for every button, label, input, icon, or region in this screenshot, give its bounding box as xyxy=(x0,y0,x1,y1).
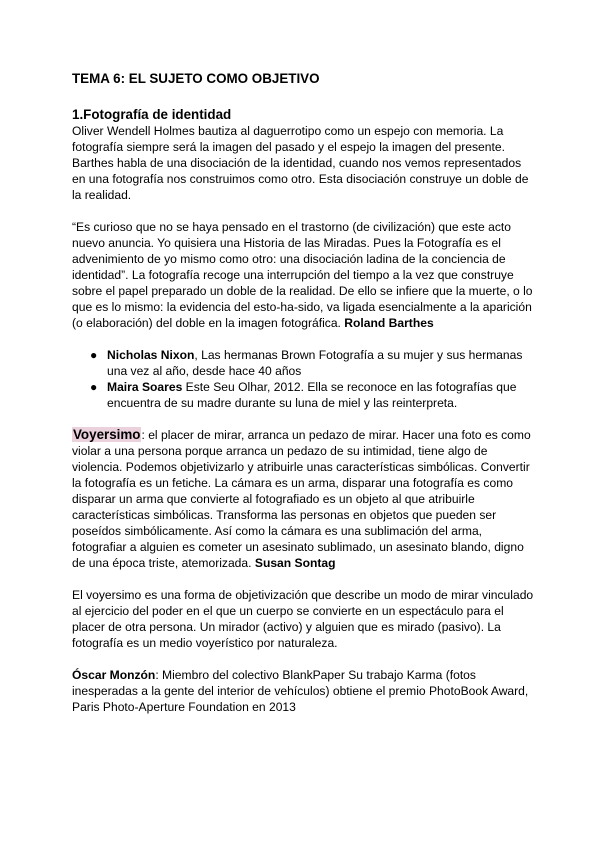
barthes-quote-text: “Es curioso que no se haya pensado en el trastorno (de civilización) que este acto nuevo anuncia. Yo quisiera una Historia de las Miradas. Pues la Fotografía es el advenimiento de yo mismo como otro: una disociación ladina de la conciencia de identidad”. La fotografía recoge una interrupción del tiempo a la vez que construye sobre el papel preparado un doble de la realidad. De ello se infiere que la muerte, o lo que es lo mismo: la evidencia del esto-ha-sido, va ligada esencialmente a la aparición (o elaboración) del doble en la imagen fotográfica. xyxy=(72,220,533,330)
barthes-author: Roland Barthes xyxy=(344,316,434,330)
photographer-name: Nicholas Nixon xyxy=(107,348,195,362)
barthes-quote-paragraph xyxy=(72,219,534,331)
photographers-list xyxy=(72,347,534,411)
monzon-text: : Miembro del colectivo BlankPaper Su trabajo Karma (fotos inesperadas a la gente del interior de vehículos) obtiene el premio PhotoBook Award, Paris Photo-Aperture Foundation en 2013 xyxy=(72,668,529,714)
intro-paragraph: Oliver Wendell Holmes bautiza al daguerrotipo como un espejo con memoria. La fotografía siempre será la imagen del pasado y el espejo la imagen del presente. Barthes habla de una disociación de la identidad, cuando nos vemos representados en una fotografía nos construimos como otro. Esta disociación construye un doble de la realidad. xyxy=(72,124,529,202)
sontag-author: Susan Sontag xyxy=(254,556,336,570)
voyerismo-text: : el placer de mirar, arranca un pedazo de mirar. Hacer una foto es como violar a una persona porque arranca un pedazo de su intimidad, tiene algo de violencia. Podemos objetivizarlo y atribuirle unas características simbólicas. Convertir la fotografía es un fetiche. La cámara es un arma, disparar una fotografía es como disparar un arma que convierte al fotografiado es un objeto al que atribuirle características simbólicas. Transforma las personas en objetos que pueden ser poseídos simbólicamente. Así como la cámara es una sublimación del arma, fotografiar a alguien es cometer un asesinato sublimado, un asesinato blando, digno de una época triste, atemorizada. xyxy=(72,428,531,570)
monzon-name: Óscar Monzón xyxy=(72,668,156,682)
page-title: TEMA 6: EL SUJETO COMO OBJETIVO xyxy=(72,71,320,86)
voyerismo-paragraph-2: El voyersimo es una forma de objetivización que describe un modo de mirar vinculado al ejercicio del poder en el que un cuerpo se convierte en un espectáculo para el placer de otra persona. Un mirador (activo) y alguien que es mirado (pasivo). La fotografía es un medio voyerístico por naturaleza. xyxy=(72,588,534,650)
voyerismo-term: Voyersimo xyxy=(73,427,141,442)
list-item xyxy=(90,347,534,379)
photographer-description: , Las hermanas Brown Fotografía a su mujer y sus hermanas una vez al año, desde hace 40 años xyxy=(107,348,523,378)
photographer-name: Maira Soares xyxy=(107,380,183,394)
monzon-paragraph xyxy=(72,667,534,715)
bullet-icon: ● xyxy=(90,380,98,394)
bullet-icon: ● xyxy=(90,348,98,362)
document-page xyxy=(72,70,534,731)
list-item xyxy=(90,379,534,411)
voyerismo-paragraph xyxy=(72,427,534,571)
photographer-description: Este Seu Olhar, 2012. Ella se reconoce en las fotografías que encuentra de su madre durante su luna de miel y las reinterpreta. xyxy=(107,380,517,410)
section-heading: 1.Fotografía de identidad xyxy=(72,107,232,122)
